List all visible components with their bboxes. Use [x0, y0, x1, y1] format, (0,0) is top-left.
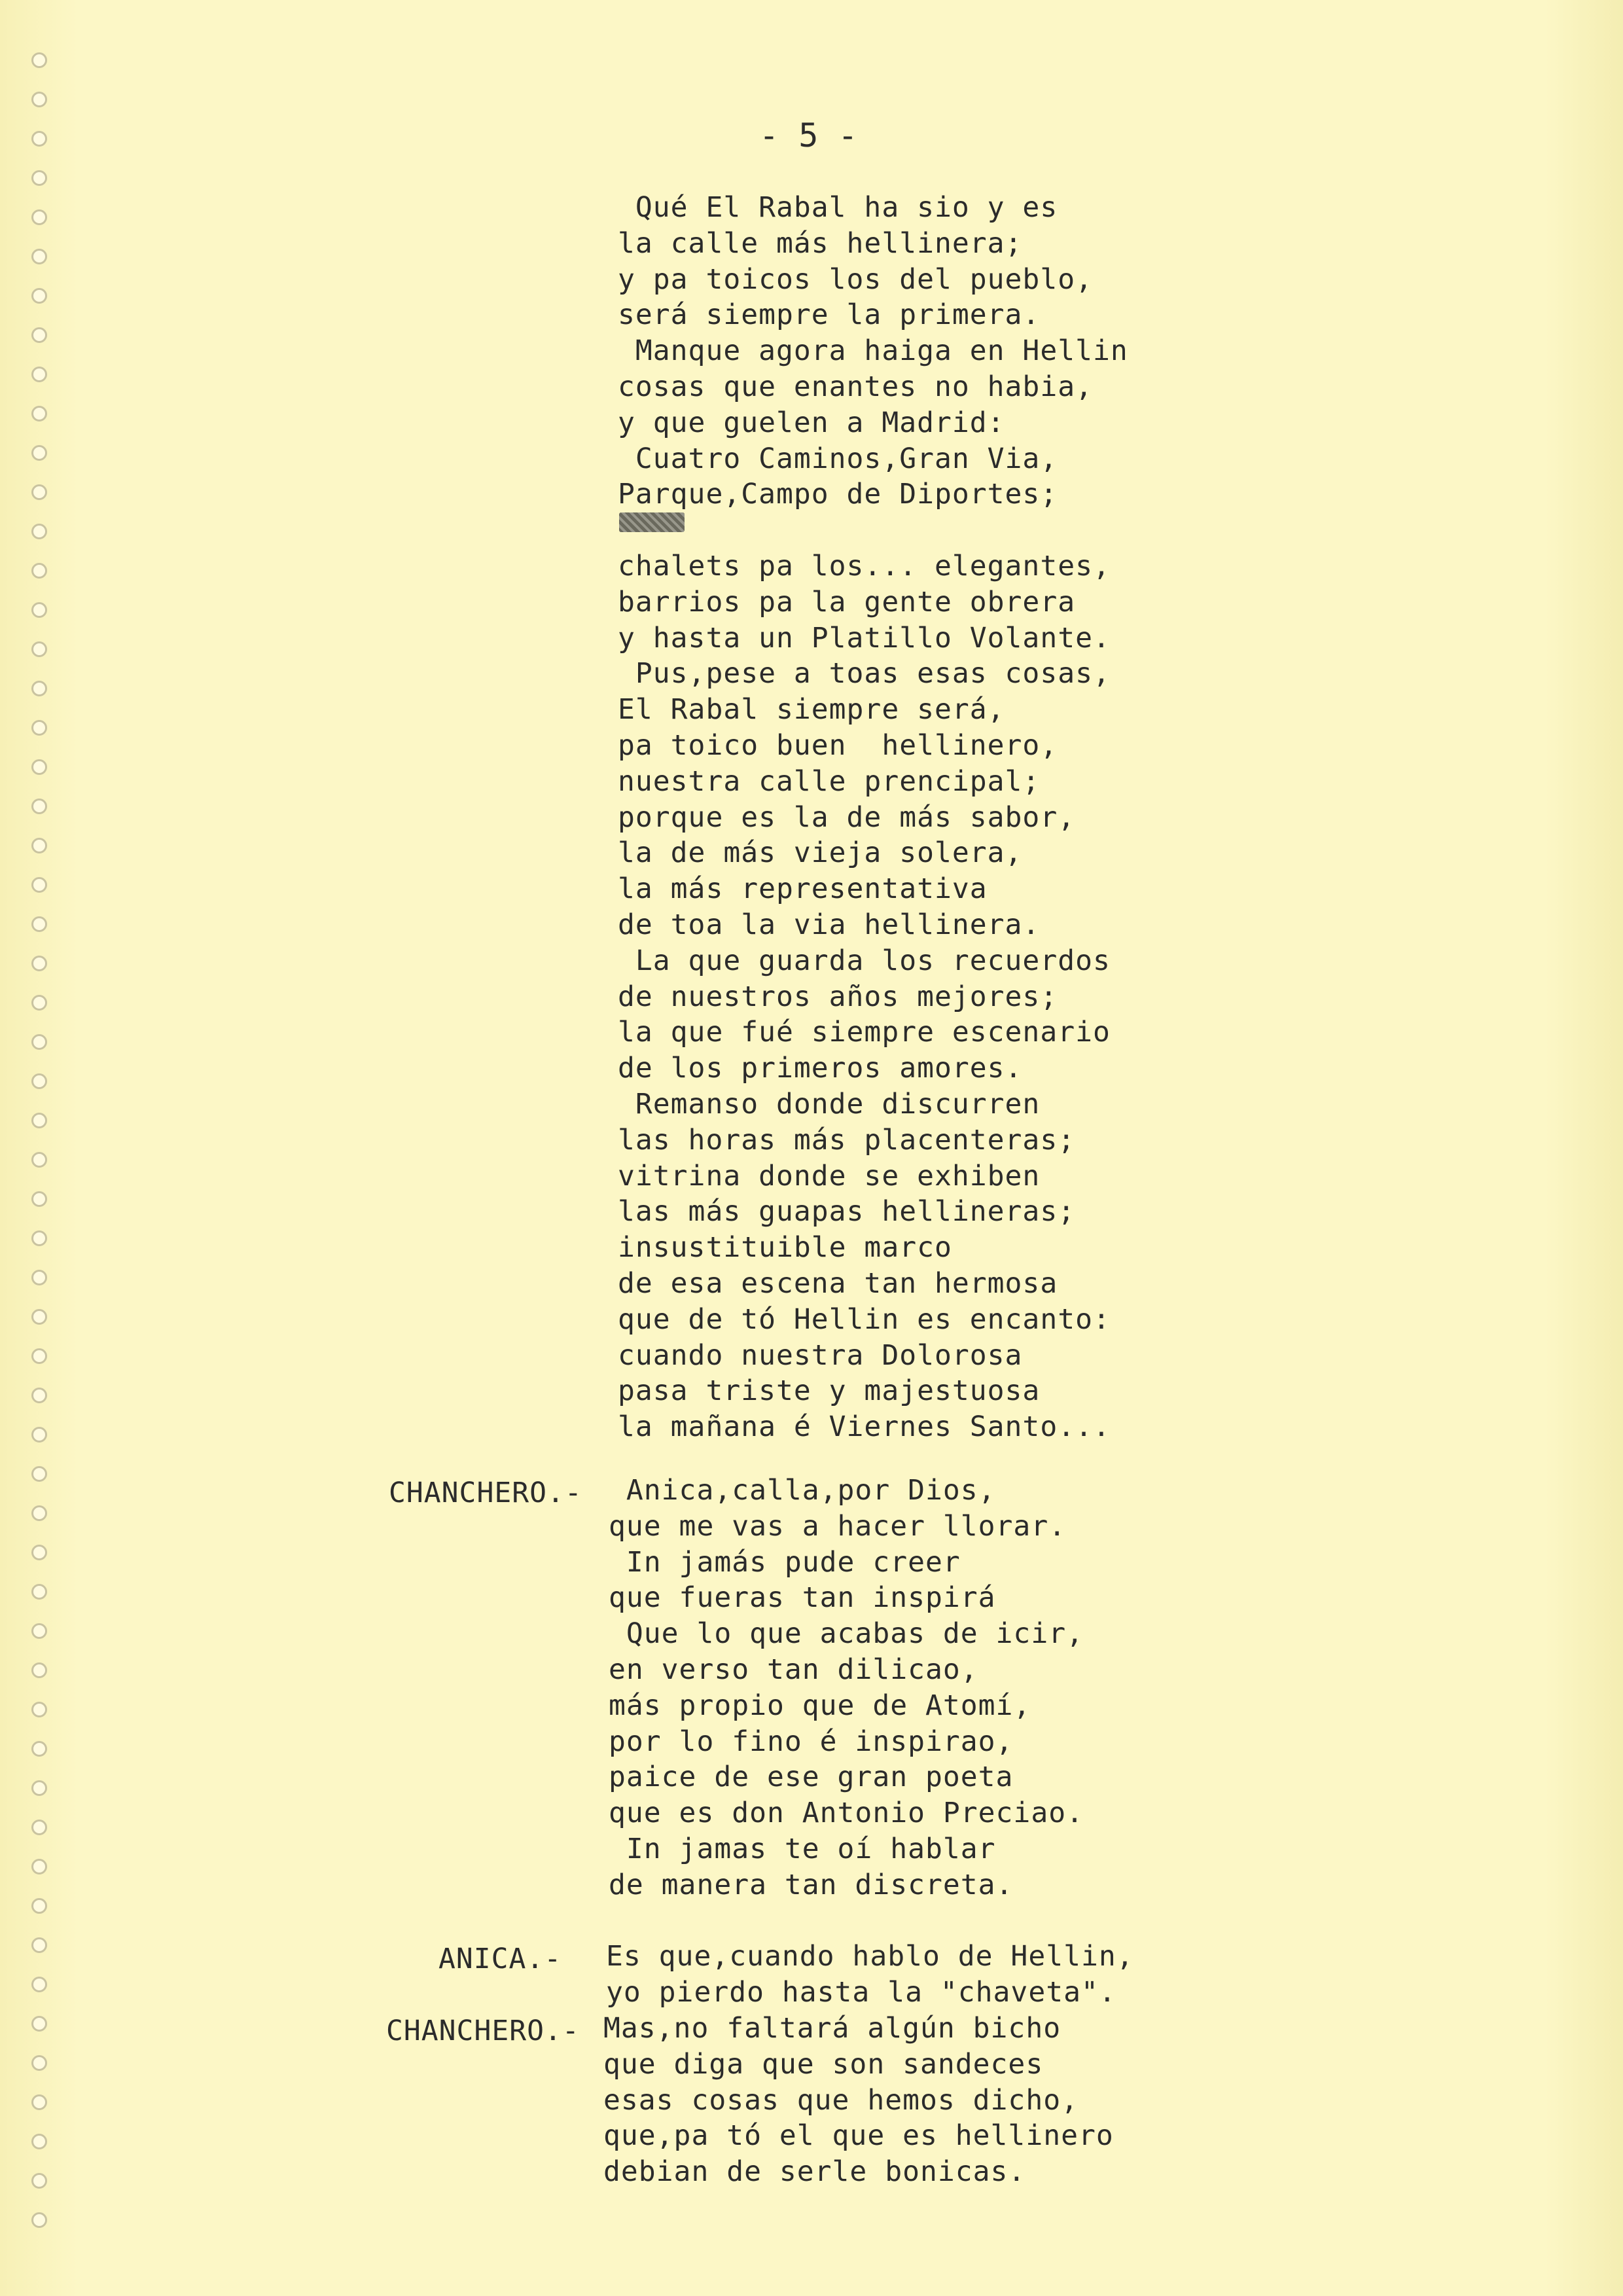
punch-hole [31, 2016, 47, 2032]
punch-hole [31, 1388, 47, 1403]
punch-hole [31, 1034, 47, 1050]
punch-hole [31, 602, 47, 618]
anica-lines [606, 1939, 1134, 2011]
stanza-line: las más guapas hellineras; [618, 1195, 1076, 1229]
stanza-line: la que fué siempre escenario [618, 1016, 1111, 1049]
chanchero-1-line: que me vas a hacer llorar. [609, 1509, 1067, 1543]
stanza-line: de los primeros amores. [618, 1052, 1023, 1085]
punch-hole [31, 1898, 47, 1914]
stanza-line: y hasta un Platillo Volante. [618, 621, 1111, 655]
punch-hole [31, 1584, 47, 1600]
stanza-line: chalets pa los... elegantes, [618, 549, 1111, 583]
punch-hole [31, 720, 47, 736]
chanchero-1-line: en verso tan dilicao, [609, 1653, 978, 1686]
punch-hole [31, 1191, 47, 1207]
punch-hole [31, 1427, 47, 1443]
punch-hole [31, 52, 47, 68]
speaker-chanchero-2: CHANCHERO.- [386, 2015, 580, 2047]
stanza-line: Manque agora haiga en Hellin [618, 334, 1128, 368]
punch-hole [31, 798, 47, 814]
speaker-anica: ANICA.- [438, 1943, 562, 1975]
speaker-chanchero-1: CHANCHERO.- [389, 1477, 582, 1509]
chanchero-1-line: de manera tan discreta. [609, 1868, 1014, 1901]
punch-hole [31, 367, 47, 382]
chanchero-1-line: que es don Antonio Preciao. [609, 1797, 1084, 1830]
stanza-line: de nuestros años mejores; [618, 980, 1058, 1013]
punch-hole [31, 916, 47, 932]
anica-line: Es que,cuando hablo de Hellin, [606, 1940, 1134, 1973]
chanchero-1-line: paice de ese gran poeta [609, 1761, 1014, 1794]
stanza-line: Pus,pese a toas esas cosas, [618, 657, 1111, 691]
stanza-line: porque es la de más sabor, [618, 800, 1076, 834]
chanchero-2-line: que diga que son sandeces [603, 2047, 1044, 2081]
punch-hole [31, 209, 47, 225]
chanchero-1-line: Que lo que acabas de icir, [609, 1617, 1084, 1651]
stanza-line: de toa la via hellinera. [618, 908, 1041, 941]
punch-hole [31, 641, 47, 657]
chanchero-1-lines [609, 1473, 1084, 1903]
punch-hole [31, 759, 47, 775]
punch-hole [31, 2055, 47, 2071]
stanza-line: será siempre la primera. [618, 298, 1041, 332]
punch-hole [31, 1152, 47, 1168]
punch-hole [31, 445, 47, 461]
stanza-line: Remanso donde discurren [618, 1087, 1041, 1121]
chanchero-1-line: más propio que de Atomí, [609, 1689, 1031, 1722]
punch-hole [31, 1309, 47, 1325]
stanza-line: barrios pa la gente obrera [618, 585, 1076, 619]
stanza-line: la calle más hellinera; [618, 226, 1023, 260]
punch-hole [31, 1820, 47, 1835]
chanchero-2-line: Mas,no faltará algún bicho [603, 2012, 1061, 2045]
punch-hole [31, 956, 47, 971]
punch-hole [31, 1113, 47, 1128]
punch-holes [31, 52, 64, 2278]
chanchero-1-line: por lo fino é inspirao, [609, 1725, 1014, 1758]
punch-hole [31, 1466, 47, 1482]
stanza-line: la de más vieja solera, [618, 836, 1023, 870]
punch-hole [31, 524, 47, 539]
punch-hole [31, 2094, 47, 2110]
punch-hole [31, 327, 47, 343]
punch-hole [31, 1545, 47, 1560]
punch-hole [31, 2212, 47, 2228]
punch-hole [31, 484, 47, 500]
punch-hole [31, 1662, 47, 1678]
punch-hole [31, 681, 47, 696]
punch-hole [31, 1348, 47, 1364]
anica-line: yo pierdo hasta la "chaveta". [606, 1975, 1116, 2009]
punch-hole [31, 877, 47, 893]
punch-hole [31, 406, 47, 422]
punch-hole [31, 288, 47, 304]
stanza-line: cosas que enantes no habia, [618, 370, 1093, 403]
punch-hole [31, 1230, 47, 1246]
stanza-line: Cuatro Caminos,Gran Via, [618, 442, 1058, 475]
punch-hole [31, 1937, 47, 1953]
stanza-line: y pa toicos los del pueblo, [618, 262, 1093, 296]
stanza-line: Parque,Campo de Diportes; [618, 478, 1058, 511]
stanza-line: y que guelen a Madrid: [618, 406, 1005, 439]
stanza-line: la más representativa [618, 872, 988, 906]
chanchero-2-line: esas cosas que hemos dicho, [603, 2083, 1079, 2117]
punch-hole [31, 92, 47, 107]
stanza-line: las horas más placenteras; [618, 1123, 1076, 1157]
stanza-line: que de tó Hellin es encanto: [618, 1302, 1111, 1336]
stanza-line: El Rabal siempre será, [618, 693, 1005, 726]
punch-hole [31, 1859, 47, 1874]
chanchero-1-line: Anica,calla,por Dios, [609, 1474, 996, 1507]
punch-hole [31, 2173, 47, 2189]
punch-hole [31, 838, 47, 853]
chanchero-1-line: In jamas te oí hablar [609, 1832, 996, 1865]
stanza-line: nuestra calle prencipal; [618, 764, 1041, 798]
punch-hole [31, 995, 47, 1011]
punch-hole [31, 1780, 47, 1796]
chanchero-2-lines [603, 2011, 1114, 2190]
punch-hole [31, 1623, 47, 1639]
stanza-line: pa toico buen hellinero, [618, 728, 1058, 762]
punch-hole [31, 1505, 47, 1521]
stanza-line: insustituible marco [618, 1231, 952, 1265]
punch-hole [31, 1073, 47, 1089]
chanchero-1-line: In jamás pude creer [609, 1545, 961, 1579]
punch-hole [31, 1270, 47, 1285]
chanchero-1-line: que fueras tan inspirá [609, 1581, 996, 1615]
stanza-line: de esa escena tan hermosa [618, 1266, 1058, 1300]
main-stanza [618, 190, 1128, 1445]
punch-hole [31, 249, 47, 264]
stanza-line: cuando nuestra Dolorosa [618, 1338, 1023, 1372]
chanchero-2-line: que,pa tó el que es hellinero [603, 2119, 1114, 2153]
punch-hole [31, 563, 47, 579]
punch-hole [31, 1702, 47, 1717]
stanza-line: la mañana é Viernes Santo... [618, 1410, 1111, 1444]
stanza-line: La que guarda los recuerdos [618, 944, 1111, 977]
stanza-line [618, 512, 1128, 548]
punch-hole [31, 1977, 47, 1992]
stanza-line: Qué El Rabal ha sio y es [618, 191, 1058, 224]
chanchero-2-line: debian de serle bonicas. [603, 2155, 1026, 2189]
stanza-line: pasa triste y majestuosa [618, 1374, 1041, 1408]
punch-hole [31, 131, 47, 147]
punch-hole [31, 1741, 47, 1757]
punch-hole [31, 2134, 47, 2149]
stanza-line: vitrina donde se exhiben [618, 1159, 1041, 1193]
punch-hole [31, 170, 47, 186]
page-number: - 5 - [759, 117, 858, 154]
